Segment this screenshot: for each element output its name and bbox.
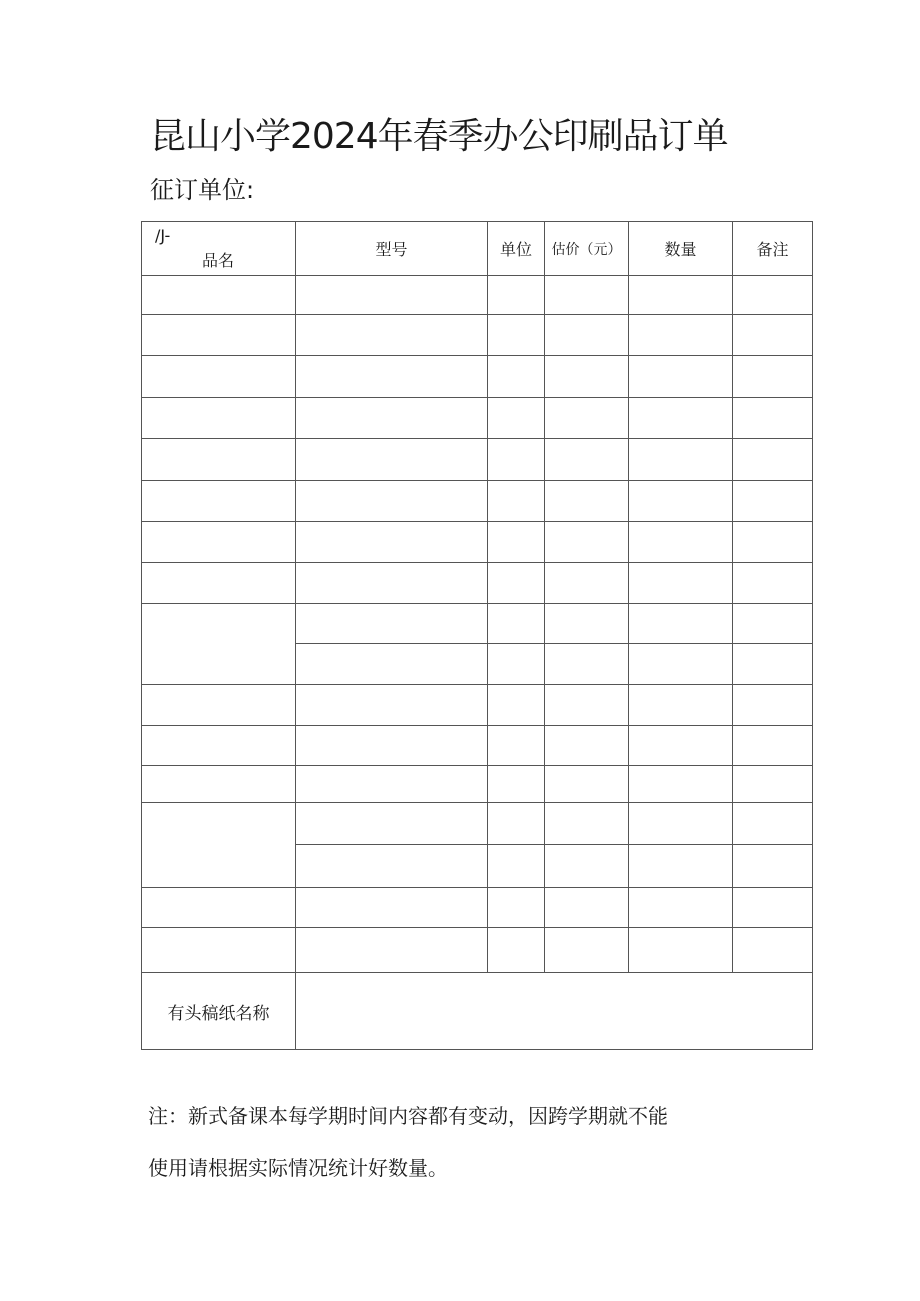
- cell[interactable]: [545, 644, 629, 685]
- cell[interactable]: [142, 928, 296, 973]
- cell[interactable]: [733, 928, 813, 973]
- cell[interactable]: [629, 928, 733, 973]
- cell[interactable]: [629, 685, 733, 726]
- table-row: [142, 685, 813, 726]
- cell[interactable]: [545, 685, 629, 726]
- cell[interactable]: [488, 685, 545, 726]
- cell[interactable]: [488, 726, 545, 766]
- subscribing-unit-label: 征订单位:: [150, 176, 255, 204]
- order-table: [141, 221, 813, 1050]
- cell[interactable]: [296, 315, 488, 356]
- page-title: 昆山小学2024年春季办公印刷品订单: [150, 116, 728, 157]
- header-product-name-label: 品名: [202, 251, 235, 270]
- cell[interactable]: [488, 315, 545, 356]
- header-quantity: 数量: [629, 222, 733, 276]
- cell[interactable]: [296, 845, 488, 888]
- note-line-2: 使用请根据实际情况统计好数量。: [148, 1156, 448, 1180]
- cell[interactable]: [733, 685, 813, 726]
- table-row: [142, 604, 813, 644]
- cell[interactable]: [733, 888, 813, 928]
- header-slash-mark: /J-: [155, 226, 171, 245]
- cell[interactable]: [296, 398, 488, 439]
- cell[interactable]: [545, 604, 629, 644]
- table-footer-row: [142, 973, 813, 1050]
- cell[interactable]: [142, 563, 296, 604]
- cell[interactable]: [142, 522, 296, 563]
- cell[interactable]: [142, 888, 296, 928]
- cell[interactable]: [733, 276, 813, 315]
- table-row: [142, 563, 813, 604]
- cell[interactable]: [545, 356, 629, 398]
- table-row: [142, 356, 813, 398]
- cell[interactable]: [629, 439, 733, 481]
- note-line-1: 注：新式备课本每学期时间内容都有变动，因跨学期就不能: [148, 1104, 668, 1128]
- letterhead-paper-name-field[interactable]: [296, 973, 813, 1050]
- cell[interactable]: [296, 803, 488, 845]
- cell[interactable]: [629, 356, 733, 398]
- cell[interactable]: [142, 315, 296, 356]
- cell[interactable]: [296, 276, 488, 315]
- cell[interactable]: [545, 766, 629, 803]
- cell[interactable]: [545, 439, 629, 481]
- table-row: [142, 766, 813, 803]
- cell[interactable]: [545, 481, 629, 522]
- cell[interactable]: [545, 522, 629, 563]
- cell[interactable]: [296, 766, 488, 803]
- cell[interactable]: [629, 644, 733, 685]
- cell[interactable]: [488, 803, 545, 845]
- cell[interactable]: [629, 888, 733, 928]
- header-price: 估价（元）: [545, 222, 629, 276]
- cell[interactable]: [629, 803, 733, 845]
- cell[interactable]: [296, 356, 488, 398]
- cell[interactable]: [296, 481, 488, 522]
- table-row: [142, 315, 813, 356]
- table-row: [142, 439, 813, 481]
- table-row: [142, 398, 813, 439]
- cell[interactable]: [733, 356, 813, 398]
- table-row: [142, 481, 813, 522]
- cell[interactable]: [733, 315, 813, 356]
- cell[interactable]: [733, 766, 813, 803]
- cell[interactable]: [545, 276, 629, 315]
- header-model: 型号: [296, 222, 488, 276]
- cell[interactable]: [488, 766, 545, 803]
- cell[interactable]: [629, 845, 733, 888]
- cell[interactable]: [545, 398, 629, 439]
- cell[interactable]: [142, 439, 296, 481]
- cell[interactable]: [488, 644, 545, 685]
- cell[interactable]: [629, 563, 733, 604]
- cell[interactable]: [629, 726, 733, 766]
- cell[interactable]: [733, 522, 813, 563]
- cell[interactable]: [142, 356, 296, 398]
- cell[interactable]: [733, 644, 813, 685]
- cell[interactable]: [296, 888, 488, 928]
- cell[interactable]: [629, 276, 733, 315]
- cell[interactable]: [488, 563, 545, 604]
- cell-merged[interactable]: [142, 604, 296, 685]
- cell[interactable]: [488, 845, 545, 888]
- cell[interactable]: [733, 398, 813, 439]
- table-row: [142, 522, 813, 563]
- cell[interactable]: [545, 803, 629, 845]
- cell[interactable]: [296, 928, 488, 973]
- cell[interactable]: [733, 726, 813, 766]
- cell[interactable]: [733, 604, 813, 644]
- header-product-name: [142, 222, 296, 276]
- cell[interactable]: [296, 644, 488, 685]
- cell-merged[interactable]: [142, 803, 296, 888]
- cell[interactable]: [296, 522, 488, 563]
- table-row: [142, 928, 813, 973]
- cell[interactable]: [545, 315, 629, 356]
- cell[interactable]: [142, 398, 296, 439]
- cell[interactable]: [733, 481, 813, 522]
- cell[interactable]: [733, 563, 813, 604]
- cell[interactable]: [629, 481, 733, 522]
- cell[interactable]: [733, 803, 813, 845]
- table-row: [142, 726, 813, 766]
- cell[interactable]: [488, 928, 545, 973]
- cell[interactable]: [296, 726, 488, 766]
- table-row: [142, 803, 813, 845]
- cell[interactable]: [629, 522, 733, 563]
- cell[interactable]: [629, 315, 733, 356]
- cell[interactable]: [488, 398, 545, 439]
- header-remarks: 备注: [733, 222, 813, 276]
- cell[interactable]: [488, 888, 545, 928]
- cell[interactable]: [629, 604, 733, 644]
- cell[interactable]: [545, 563, 629, 604]
- cell[interactable]: [142, 766, 296, 803]
- cell[interactable]: [296, 563, 488, 604]
- cell[interactable]: [296, 685, 488, 726]
- cell[interactable]: [488, 356, 545, 398]
- cell[interactable]: [142, 726, 296, 766]
- cell[interactable]: [296, 604, 488, 644]
- cell[interactable]: [488, 604, 545, 644]
- cell[interactable]: [545, 888, 629, 928]
- cell[interactable]: [488, 522, 545, 563]
- cell[interactable]: [296, 439, 488, 481]
- table-row: [142, 276, 813, 315]
- header-unit: 单位: [488, 222, 545, 276]
- table-row: [142, 888, 813, 928]
- cell[interactable]: [488, 276, 545, 315]
- letterhead-paper-name-label: 有头稿纸名称: [142, 973, 296, 1050]
- cell[interactable]: [545, 726, 629, 766]
- cell[interactable]: [142, 685, 296, 726]
- cell[interactable]: [488, 481, 545, 522]
- cell[interactable]: [142, 276, 296, 315]
- table-header-row: [142, 222, 813, 276]
- cell[interactable]: [545, 928, 629, 973]
- cell[interactable]: [733, 439, 813, 481]
- cell[interactable]: [629, 766, 733, 803]
- cell[interactable]: [142, 481, 296, 522]
- cell[interactable]: [629, 398, 733, 439]
- cell[interactable]: [733, 845, 813, 888]
- cell[interactable]: [488, 439, 545, 481]
- cell[interactable]: [545, 845, 629, 888]
